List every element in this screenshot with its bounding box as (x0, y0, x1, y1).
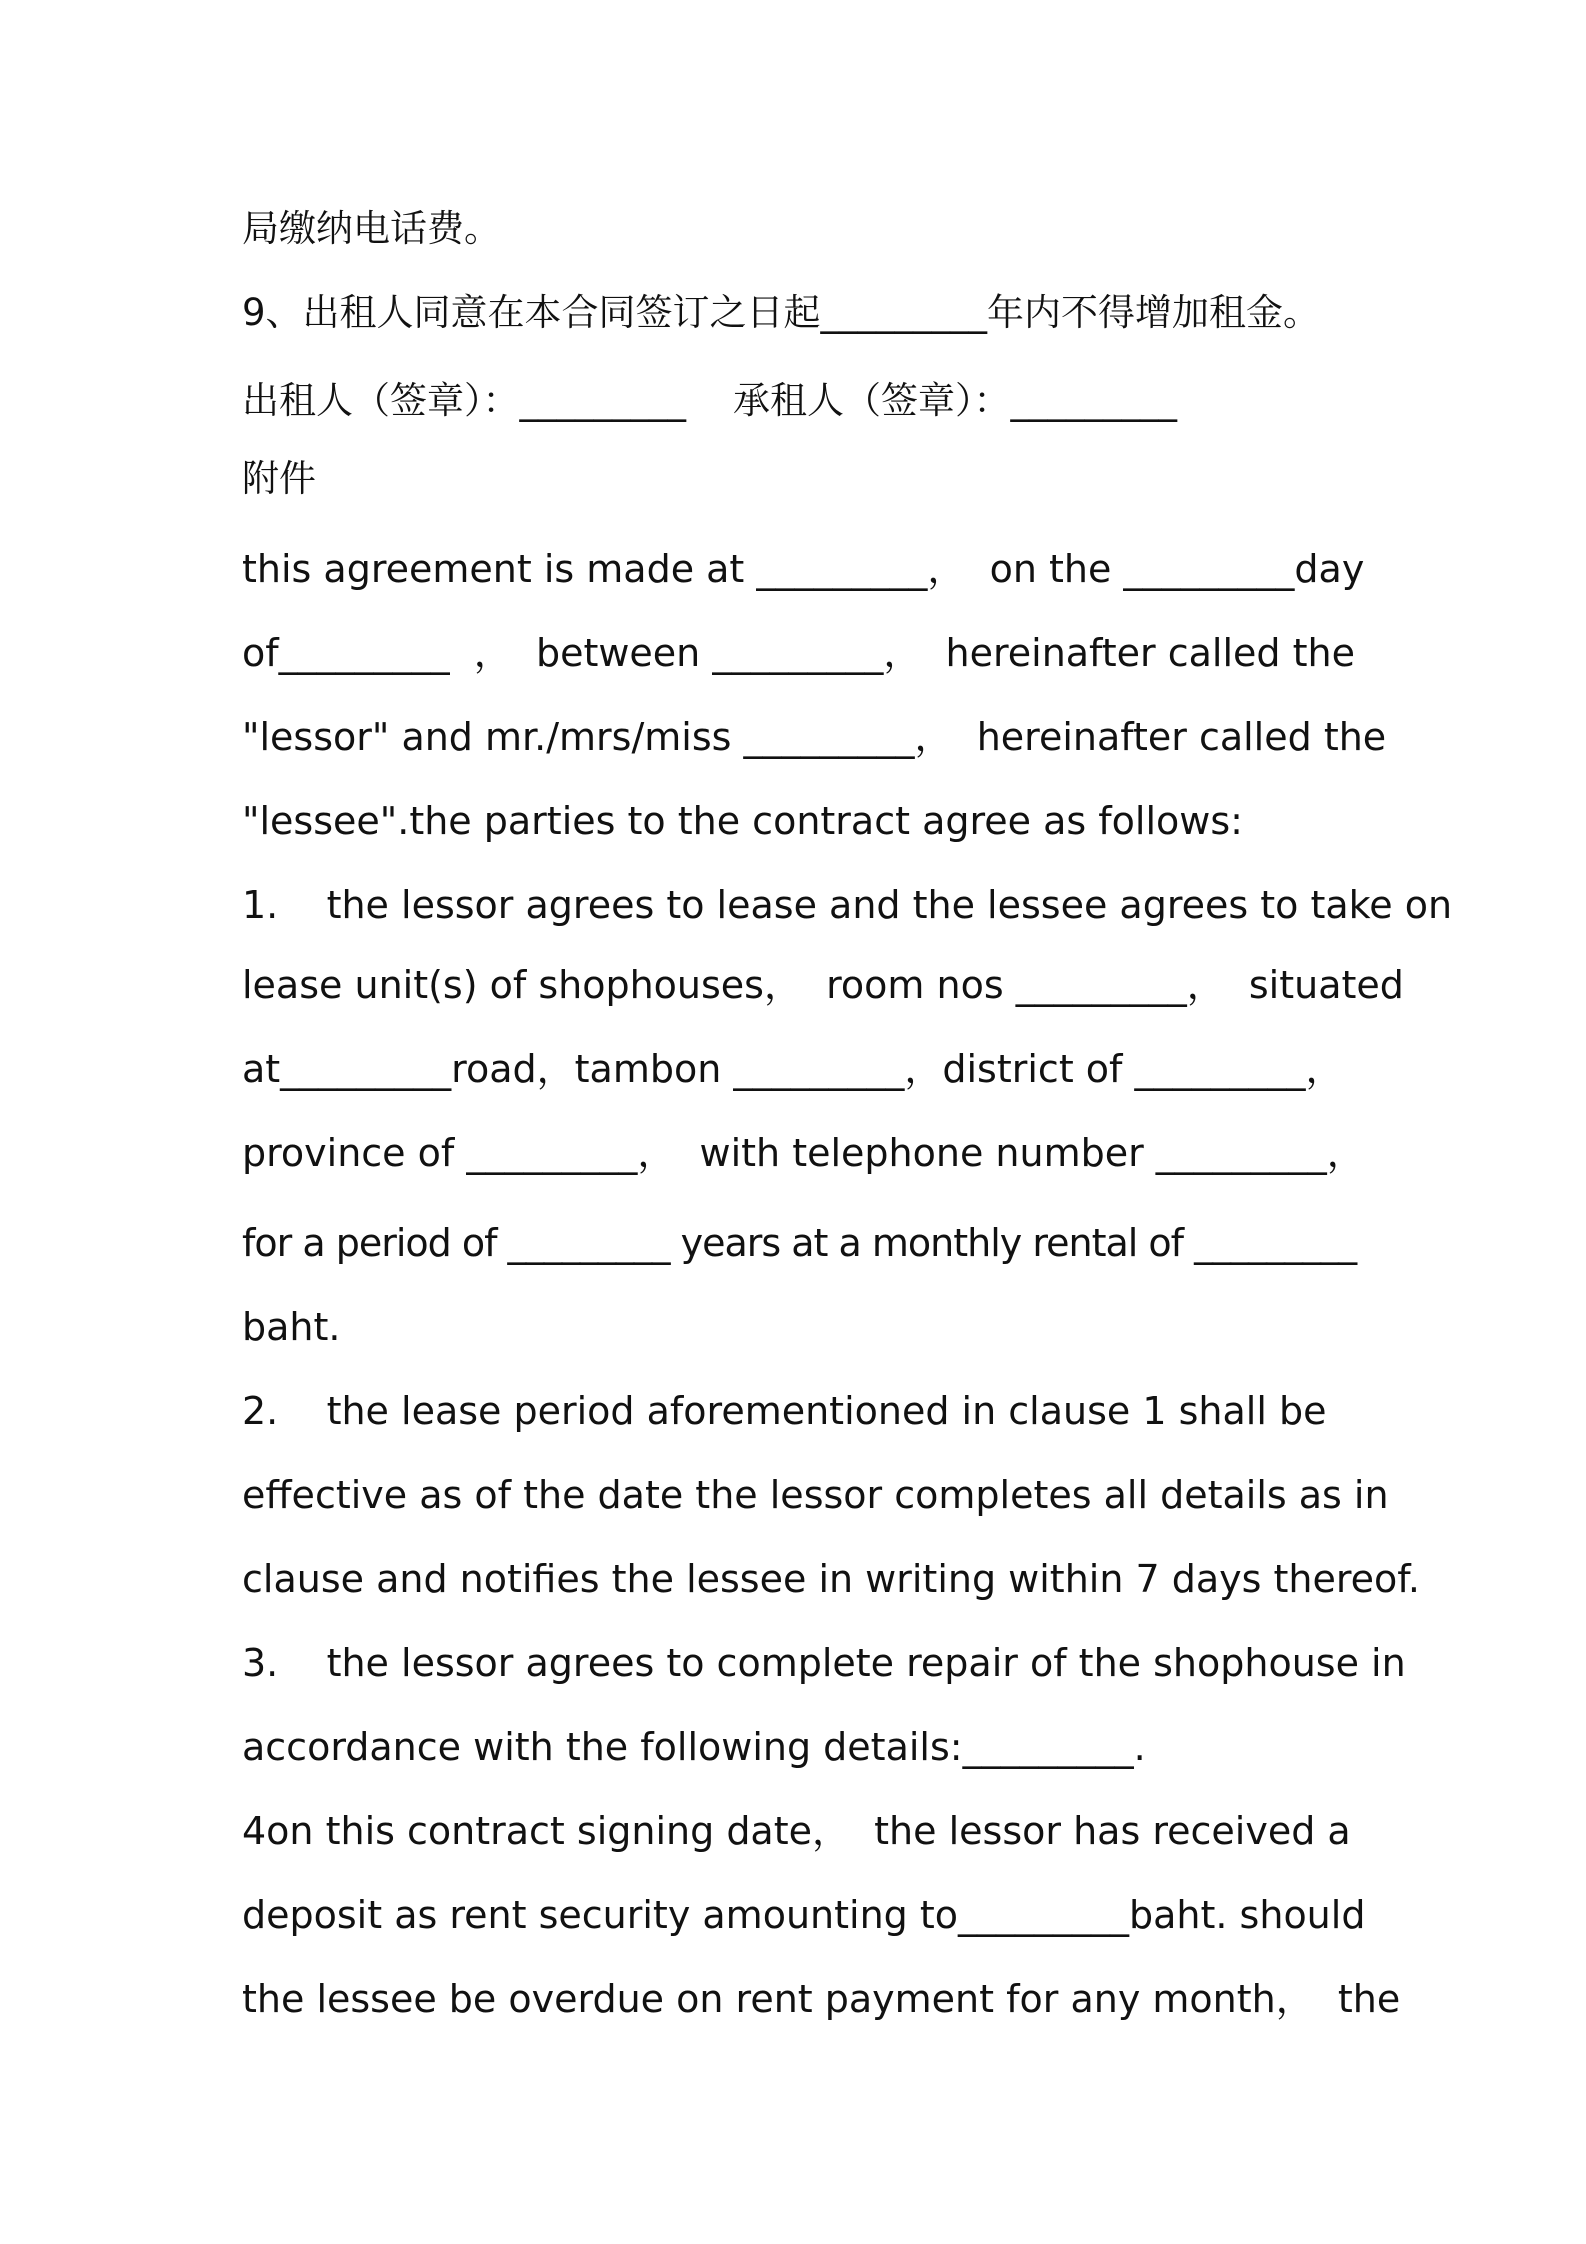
text-line: "lessee".the parties to the contract agree as follows: (242, 799, 1243, 843)
text-line: 局缴纳电话费。 (242, 207, 501, 250)
clause-3-line: 3. the lessor agrees to complete repair of the shophouse in (242, 1641, 1406, 1685)
text-line: accordance with the following details:_________. (242, 1725, 1146, 1769)
text-line: baht. (242, 1305, 341, 1349)
text-line: of_________ ， between _________， hereinafter called the (242, 631, 1355, 675)
text-line: the lessee be overdue on rent payment for any month， the (242, 1977, 1401, 2021)
clause-4-line: 4on this contract signing date， the lessor has received a (242, 1809, 1351, 1853)
text-line: for a period of _________ years at a monthly rental of _________ (242, 1221, 1357, 1265)
text-line: "lessor" and mr./mrs/miss _________， hereinafter called the (242, 715, 1387, 759)
text-line: clause and notifies the lessee in writing within 7 days thereof. (242, 1557, 1420, 1601)
text-line: at_________road，tambon _________，district of _________， (242, 1047, 1344, 1091)
appendix-heading: 附件 (242, 457, 316, 500)
clause-1-line: 1. the lessor agrees to lease and the lessee agrees to take on (242, 883, 1453, 927)
text-line: lease unit(s) of shophouses， room nos _________， situated (242, 963, 1404, 1007)
text-line: effective as of the date the lessor completes all details as in (242, 1473, 1389, 1517)
text-line: deposit as rent security amounting to_________baht. should (242, 1893, 1366, 1937)
signature-line: 出租人（签章）：_________ 承租人（签章）：_________ (242, 379, 1178, 422)
text-line: this agreement is made at _________， on the _________day (242, 547, 1365, 591)
clause-9-line: 9、出租人同意在本合同签订之日起_________年内不得增加租金。 (242, 291, 1321, 334)
clause-2-line: 2. the lease period aforementioned in clause 1 shall be (242, 1389, 1327, 1433)
text-line: province of _________， with telephone number _________， (242, 1131, 1365, 1175)
